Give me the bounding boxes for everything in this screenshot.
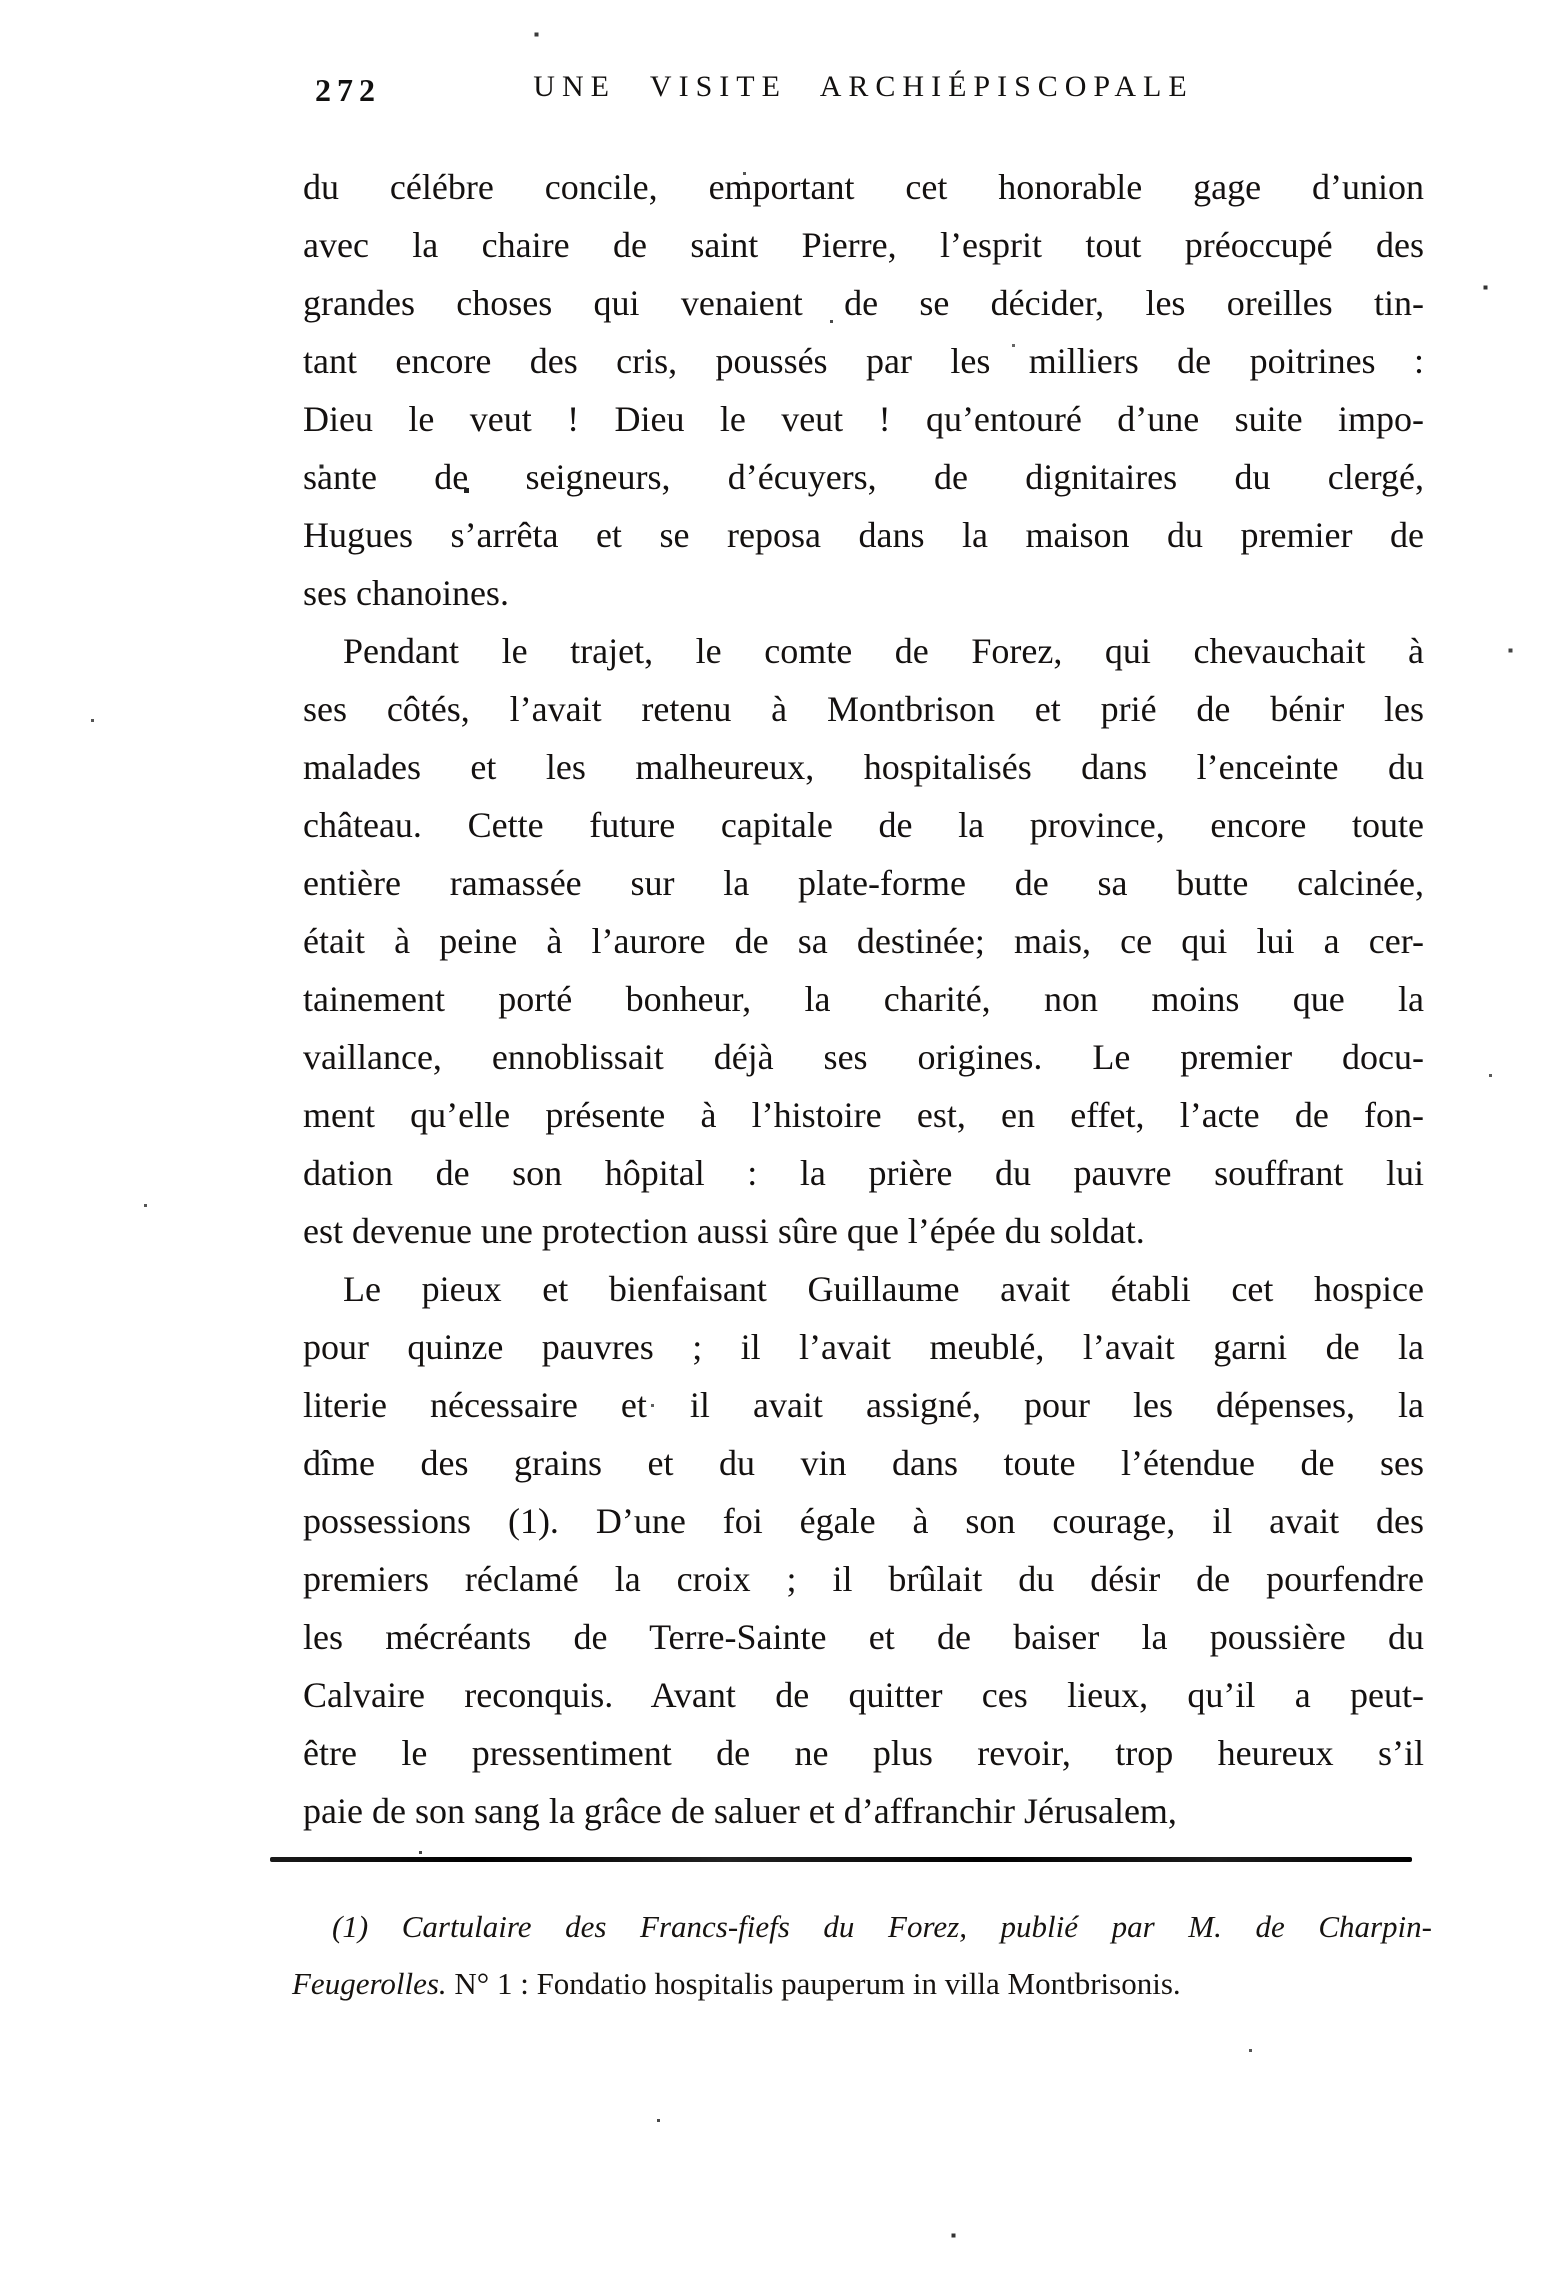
body-line: Calvaire reconquis. Avant de quitter ces lieux, qu’il a peut- xyxy=(303,1675,1424,1715)
body-line: paie de son sang la grâce de saluer et d’affranchir Jérusalem, xyxy=(303,1791,1177,1831)
body-line: Dieu le veut ! Dieu le veut ! qu’entouré d’une suite impo- xyxy=(303,399,1424,439)
body-line: dation de son hôpital : la prière du pauvre souffrant lui xyxy=(303,1153,1424,1193)
body-line: Le pieux et bienfaisant Guillaume avait établi cet hospice xyxy=(343,1269,1424,1309)
scan-noise-specks xyxy=(0,0,1,1)
body-line: ses chanoines. xyxy=(303,573,509,613)
page-header xyxy=(303,70,1424,114)
body-line: être le pressentiment de ne plus revoir, trop heureux s’il xyxy=(303,1733,1424,1773)
body-line: du célébre concile, emportant cet honorable gage d’union xyxy=(303,167,1424,207)
body-line: pour quinze pauvres ; il l’avait meublé, l’avait garni de la xyxy=(303,1327,1424,1367)
body-line: entière ramassée sur la plate-forme de sa butte calcinée, xyxy=(303,863,1424,903)
footnote-line xyxy=(292,1898,1432,1955)
body-line: premiers réclamé la croix ; il brûlait du désir de pourfendre xyxy=(303,1559,1424,1599)
body-line: les mécréants de Terre-Sainte et de baiser la poussière du xyxy=(303,1617,1424,1657)
body-line: est devenue une protection aussi sûre que l’épée du soldat. xyxy=(303,1211,1145,1251)
body-line: literie nécessaire et il avait assigné, pour les dépenses, la xyxy=(303,1385,1424,1425)
footnote xyxy=(292,1898,1432,2012)
body-line: vaillance, ennoblissait déjà ses origines. Le premier docu- xyxy=(303,1037,1424,1077)
body-line: château. Cette future capitale de la province, encore toute xyxy=(303,805,1424,845)
body-line: tainement porté bonheur, la charité, non moins que la xyxy=(303,979,1424,1019)
body-line: tant encore des cris, poussés par les milliers de poitrines : xyxy=(303,341,1424,381)
body-line: grandes choses qui venaient de se décider, les oreilles tin- xyxy=(303,283,1424,323)
body-text xyxy=(303,158,1424,1840)
footnote-citation-italic: Feugerolles. xyxy=(292,1966,447,2001)
body-line: ment qu’elle présente à l’histoire est, en effet, l’acte de fon- xyxy=(303,1095,1424,1135)
footnote-citation-italic: (1) Cartulaire des Francs-fiefs du Forez, publié par M. de Charpin- xyxy=(332,1909,1432,1944)
body-line: dîme des grains et du vin dans toute l’étendue de ses xyxy=(303,1443,1424,1483)
body-line: ses côtés, l’avait retenu à Montbrison et prié de bénir les xyxy=(303,689,1424,729)
body-line: possessions (1). D’une foi égale à son courage, il avait des xyxy=(303,1501,1424,1541)
body-line: Hugues s’arrêta et se reposa dans la maison du premier de xyxy=(303,515,1424,555)
footnote-text: N° 1 : Fondatio hospitalis pauperum in villa Montbrisonis. xyxy=(446,1966,1181,2001)
body-line: sante de seigneurs, d’écuyers, de dignitaires du clergé, xyxy=(303,457,1424,497)
body-line: avec la chaire de saint Pierre, l’esprit tout préoccupé des xyxy=(303,225,1424,265)
body-line: malades et les malheureux, hospitalisés dans l’enceinte du xyxy=(303,747,1424,787)
footnote-line xyxy=(292,1955,1432,2012)
footnote-separator-rule xyxy=(270,1857,1412,1862)
body-line: était à peine à l’aurore de sa destinée; mais, ce qui lui a cer- xyxy=(303,921,1424,961)
running-title: UNE VISITE ARCHIÉPISCOPALE xyxy=(533,70,1194,103)
body-line: Pendant le trajet, le comte de Forez, qui chevauchait à xyxy=(343,631,1424,671)
page-number: 272 xyxy=(315,72,381,108)
